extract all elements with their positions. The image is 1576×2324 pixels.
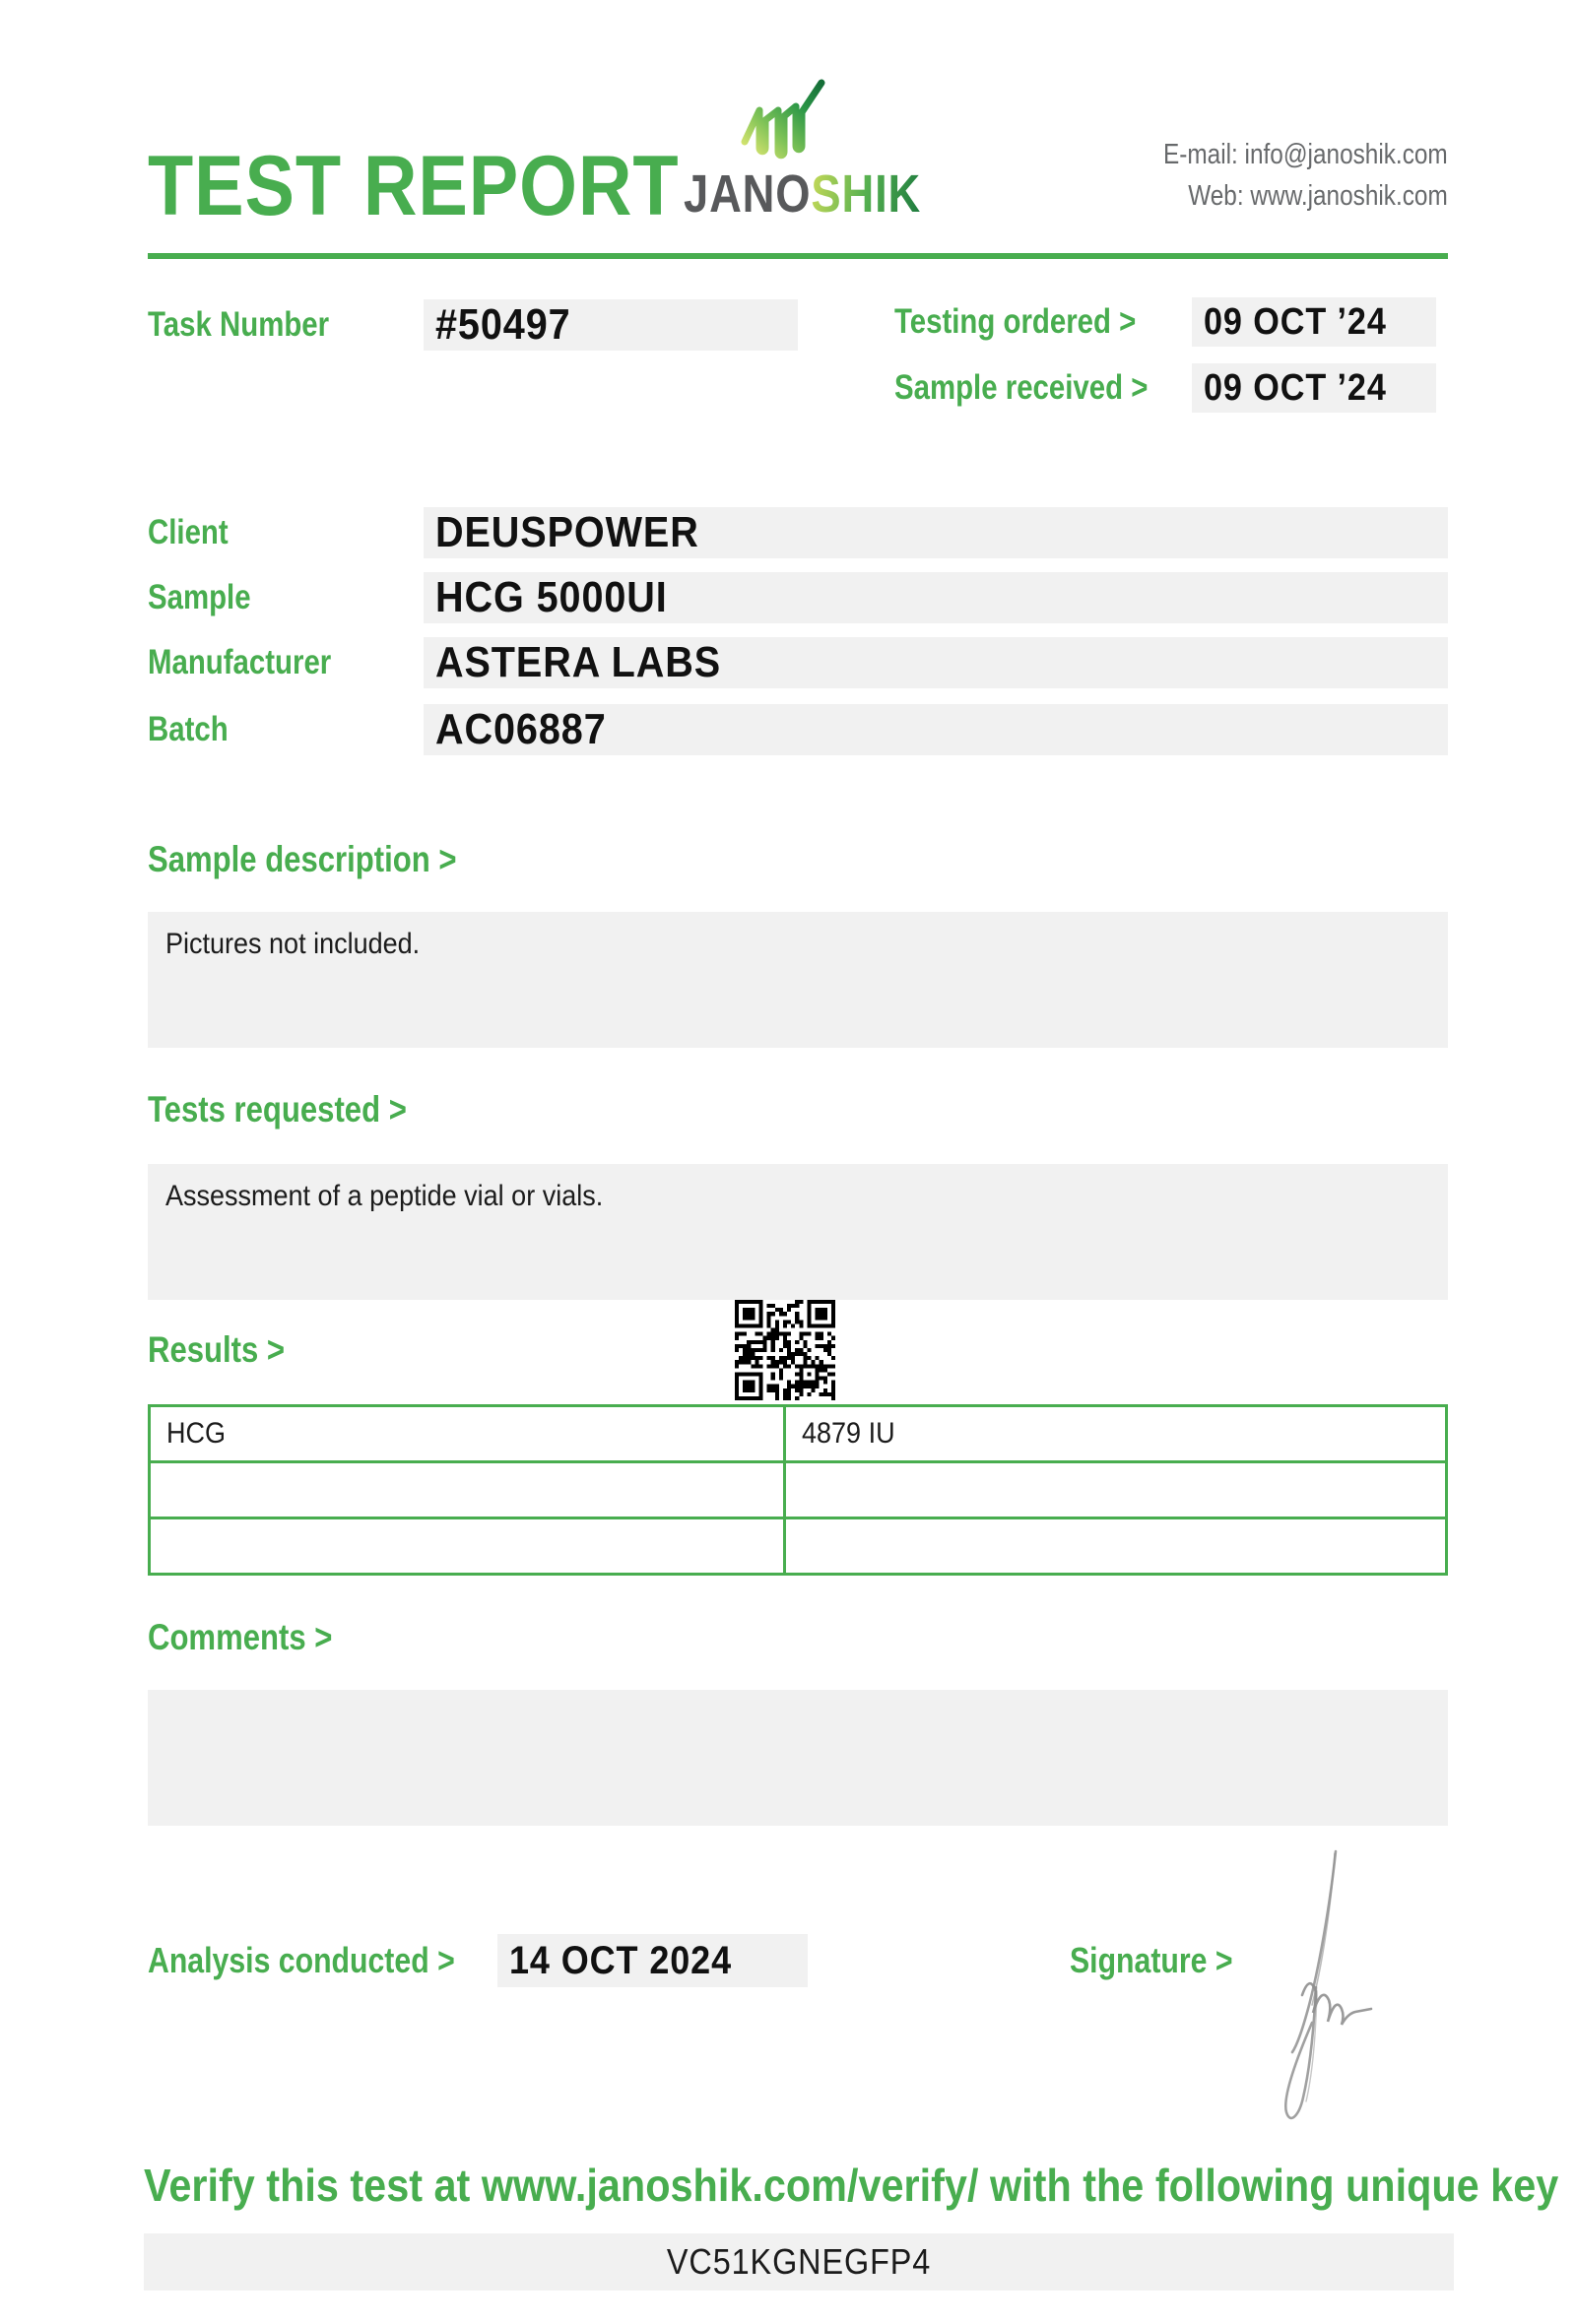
sample-received-label (894, 363, 1196, 413)
tests-requested-text: Assessment of a peptide vial or vials. (165, 1180, 604, 1212)
analysis-conducted-label-text: Analysis conducted > (148, 1940, 455, 1980)
table-row (150, 1406, 1447, 1462)
testing-ordered-field (1192, 297, 1436, 347)
sample-received-label-text: Sample received > (894, 368, 1149, 407)
verify-key-value: VC51KGNEGFP4 (666, 2241, 932, 2282)
analysis-conducted-label (148, 1934, 513, 1987)
analysis-conducted-value: 14 OCT 2024 (509, 1938, 733, 1982)
batch-value: AC06887 (435, 705, 607, 753)
result-value-cell (785, 1518, 1447, 1575)
qr-code (735, 1300, 835, 1400)
results-table (148, 1404, 1448, 1576)
table-row (150, 1518, 1447, 1575)
contact-block (985, 134, 1448, 217)
result-analyte-cell: HCG (150, 1406, 785, 1462)
testing-ordered-label-text: Testing ordered > (894, 302, 1137, 341)
tests-requested-box (148, 1164, 1448, 1300)
sample-field (424, 572, 1448, 623)
batch-label (148, 704, 243, 755)
verify-key-box (144, 2233, 1454, 2291)
contact-web: Web: www.janoshik.com (1188, 180, 1448, 212)
task-number-field (424, 299, 798, 351)
brand-wordmark (684, 163, 966, 225)
task-number-value: #50497 (435, 300, 571, 349)
verify-instruction-text: Verify this test at www.janoshik.com/verify/ with the following unique key (144, 2160, 1559, 2211)
client-label-text: Client (148, 513, 229, 551)
batch-field (424, 704, 1448, 755)
sample-label-text: Sample (148, 578, 251, 616)
manufacturer-value: ASTERA LABS (435, 638, 722, 686)
comments-heading (148, 1617, 367, 1658)
client-field (424, 507, 1448, 558)
signature-label-text: Signature > (1070, 1940, 1233, 1980)
sample-description-heading-text: Sample description > (148, 839, 457, 879)
task-number-label-text: Task Number (148, 305, 330, 344)
sample-received-field (1192, 363, 1436, 413)
page-title (148, 138, 752, 235)
comments-heading-text: Comments > (148, 1617, 333, 1657)
sample-label (148, 572, 271, 623)
results-heading-text: Results > (148, 1329, 286, 1370)
result-analyte-cell (150, 1462, 785, 1518)
client-value: DEUSPOWER (435, 508, 699, 556)
testing-ordered-value: 09 OCT ’24 (1204, 300, 1387, 343)
contact-email: E-mail: info@janoshik.com (1163, 139, 1448, 170)
rising-chart-icon (739, 77, 835, 160)
analysis-conducted-field (497, 1934, 808, 1987)
sample-description-heading (148, 839, 515, 880)
tests-requested-heading-text: Tests requested > (148, 1089, 407, 1130)
sample-description-text: Pictures not included. (165, 928, 421, 960)
table-row (150, 1462, 1447, 1518)
sample-received-value: 09 OCT ’24 (1204, 366, 1387, 409)
brand-wordmark-right: SHIK (811, 164, 922, 224)
result-analyte-cell (150, 1518, 785, 1575)
manufacturer-label-text: Manufacturer (148, 643, 332, 681)
manufacturer-field (424, 637, 1448, 688)
page-title-text: TEST REPORT (148, 139, 680, 233)
brand-wordmark-left: JANO (684, 164, 812, 224)
signature-label (1070, 1934, 1264, 1987)
result-value-cell: 4879 IU (785, 1406, 1447, 1462)
manufacturer-label (148, 637, 366, 688)
header-divider (148, 253, 1448, 259)
client-label (148, 507, 243, 558)
results-heading (148, 1329, 311, 1371)
sample-value: HCG 5000UI (435, 573, 668, 621)
task-number-label (148, 299, 363, 351)
result-value-cell (785, 1462, 1447, 1518)
signature-scribble-icon (1273, 1840, 1420, 2145)
comments-box (148, 1690, 1448, 1826)
tests-requested-heading (148, 1089, 456, 1130)
testing-ordered-label (894, 297, 1182, 347)
sample-description-box (148, 912, 1448, 1048)
verify-instruction (144, 2159, 1576, 2212)
batch-label-text: Batch (148, 710, 229, 748)
